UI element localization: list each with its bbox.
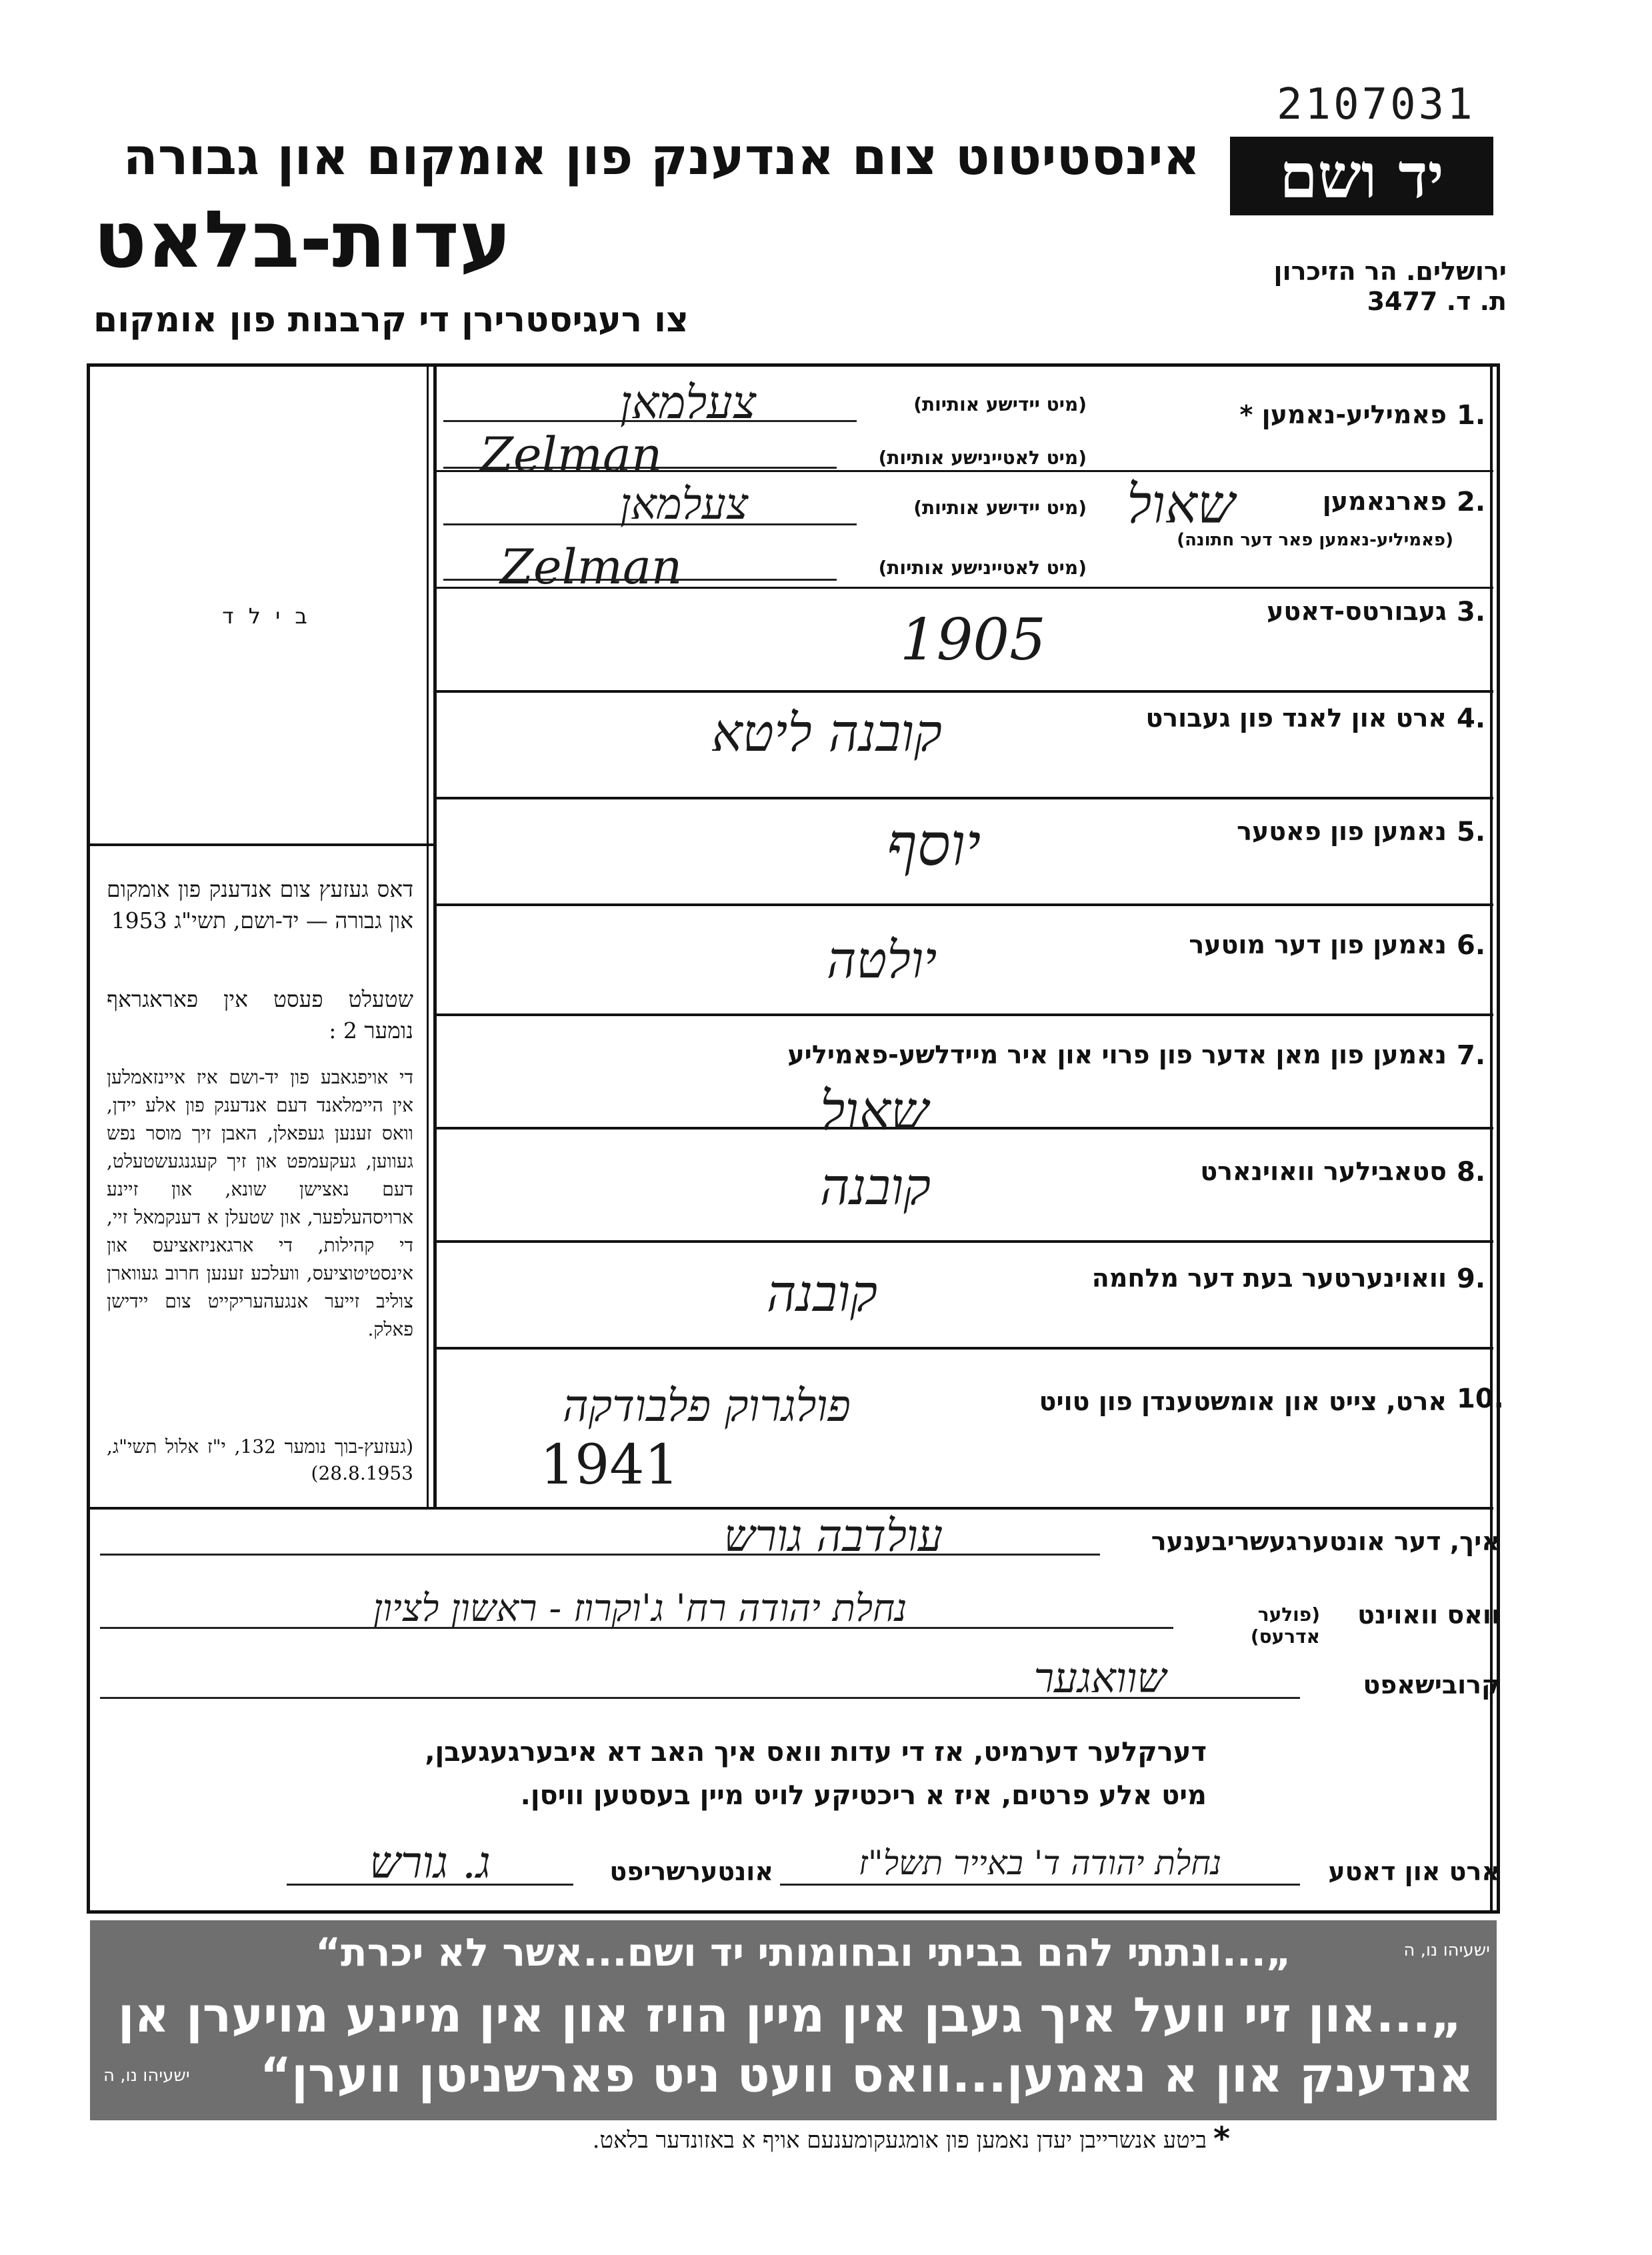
witness-address-hint: (פולער אדרעס) xyxy=(1250,1604,1320,1648)
field-10-year[interactable]: 1941 xyxy=(540,1434,679,1497)
place-date-value[interactable]: נחלת יהודה ד' באייר תשל"ז xyxy=(858,1844,1222,1882)
field-3-number: 3. xyxy=(1457,597,1486,627)
place-date-line xyxy=(780,1884,1300,1886)
field-4-value[interactable]: קובנה ליטא xyxy=(711,703,942,763)
field-2-label: פארנאמען xyxy=(1322,487,1447,516)
row-separator xyxy=(433,690,1493,693)
witness-relation-value[interactable]: שוואגער xyxy=(1033,1654,1167,1702)
quote-banner xyxy=(90,1920,1497,2120)
form-title: עדות-בלאט xyxy=(93,193,512,285)
row-separator xyxy=(87,1507,1493,1510)
row-separator xyxy=(433,1347,1493,1350)
address-line-1: ירושלים. הר הזיכרון xyxy=(1273,257,1507,286)
field-9-number: 9. xyxy=(1457,1264,1486,1294)
field-2-hint: (פאמיליע-נאמען פאר דער חתונה) xyxy=(1177,530,1453,550)
field-1-latin-hint: (מיט לאטיינישע אותיות) xyxy=(878,447,1087,469)
law-text-para-3: די אויפגאבע פון יד-ושם איז איינזאמלען אין היימלאנד דעם אנדענק פון אלע יידן, וואס זענען געפאלן, האבן זיך מוסר נפש געווען, געקעמפט און זיך קעגנגעשטעלט, דעם נאצישן שונא, און זיינע ארויסהעלפער, און שטעלן א דענקמאל זיי, די קהילות, די ארגאניזאציעס און אינסטיטוציעס, וועלכע זענען חרוב געווארן צוליב זייער אנגעהעריקייט צום יידישן פאלק. xyxy=(107,1066,413,1340)
witness-address-label: וואס וואוינט xyxy=(1357,1600,1500,1630)
field-2-yiddish-hint: (מיט יידישע אותיות) xyxy=(913,497,1087,519)
field-1-latin-value[interactable]: Zelman xyxy=(480,427,663,483)
field-4-number: 4. xyxy=(1457,703,1486,734)
column-divider xyxy=(433,363,437,1507)
footnote-text: ביטע אנשרייבן יעדן נאמען פון אומגעקומענעם אויף א באזונדער בלאט. xyxy=(592,2127,1207,2154)
photo-box-label: ב י ל ד xyxy=(222,603,311,629)
field-10-value[interactable]: פולגרוק פלבודקה xyxy=(563,1380,851,1432)
field-2-latin-value[interactable]: Zelman xyxy=(500,539,683,595)
photo-box-bottom xyxy=(87,843,433,846)
banner-line-2: „...און זיי וועל איך געבן אין מיין הויז און אין מיינע מויערן אן xyxy=(117,1987,1463,2043)
field-9-value[interactable]: קובנה xyxy=(767,1264,877,1323)
banner-line-3-ref: ישעיהו נו, ה xyxy=(103,2066,190,2086)
field-5-value[interactable]: יוסף xyxy=(887,810,981,879)
signature-label: אונטערשריפט xyxy=(609,1857,773,1886)
field-1-yiddish-hint: (מיט יידישע אותיות) xyxy=(913,393,1087,415)
banner-line-3: אנדענק און א נאמען...וואס וועט ניט פארשניטן ווערן“ xyxy=(259,2047,1474,2103)
row-separator xyxy=(433,1013,1493,1016)
banner-line-1-ref: ישעיהו נו, ה xyxy=(1403,1940,1490,1960)
field-2-yiddish-value[interactable]: צעלמאן xyxy=(620,480,749,529)
address-line-2: ת. ד. 3477 xyxy=(1367,287,1507,316)
institute-title: אינסטיטוט צום אנדענק פון אומקום און גבורה xyxy=(123,127,1200,186)
witness-name-label: איך, דער אונטערגעשריבענער xyxy=(1151,1527,1500,1556)
banner-line-1: „...ונתתי להם בביתי ובחומותי יד ושם...אשר לא יכרת“ xyxy=(315,1930,1292,1975)
row-separator xyxy=(433,903,1493,906)
field-6-number: 6. xyxy=(1457,930,1486,961)
footnote-marker: * xyxy=(1213,2120,1231,2158)
field-1-yiddish-value[interactable]: צעלמאן xyxy=(620,377,757,429)
field-2-first-value[interactable]: שאול xyxy=(1127,473,1235,535)
field-3-label: געבורטס-דאטע xyxy=(1267,597,1447,626)
law-text-para-2: שטעלט פעסט אין פאראגראף נומער 2 : xyxy=(107,986,413,1043)
field-5-number: 5. xyxy=(1457,817,1486,847)
field-7-value[interactable]: שאול xyxy=(820,1080,929,1142)
law-text-para-1: דאס געזעץ צום אנדענק פון אומקום און גבורה — יד-ושם, תשי"ג 1953 xyxy=(107,876,413,933)
column-divider-inner xyxy=(427,363,429,1507)
field-1-label: פאמיליע-נאמען * xyxy=(1239,400,1447,429)
field-10-number: 10. xyxy=(1457,1384,1504,1414)
field-9-label: וואוינערטער בעת דער מלחמה xyxy=(1091,1264,1447,1293)
field-6-label: נאמען פון דער מוטער xyxy=(1189,930,1447,959)
field-8-label: סטאבילער וואוינארט xyxy=(1200,1157,1447,1186)
field-1-number: 1. xyxy=(1457,400,1486,431)
declaration-line-1: דערקלער דערמיט, אז די עדות וואס איך האב דא איבערגעגעבן, xyxy=(425,1737,1207,1768)
field-7-label: נאמען פון מאן אדער פון פרוי און איר מיידלשע-פאמיליע xyxy=(787,1040,1447,1069)
field-7-number: 7. xyxy=(1457,1040,1486,1071)
document-number: 2107031 xyxy=(1277,80,1475,129)
row-separator xyxy=(433,1240,1493,1243)
logo-text: יד ושם xyxy=(1279,140,1444,212)
field-2-number: 2. xyxy=(1457,487,1486,517)
field-5-label: נאמען פון פאטער xyxy=(1237,817,1447,846)
place-date-label: ארט און דאטע xyxy=(1328,1857,1500,1886)
field-8-number: 8. xyxy=(1457,1157,1486,1188)
field-6-value[interactable]: יולטה xyxy=(827,930,937,989)
row-separator xyxy=(433,1127,1493,1130)
field-2-latin-hint: (מיט לאטיינישע אותיות) xyxy=(878,557,1087,579)
field-3-value[interactable]: 1905 xyxy=(900,607,1046,673)
field-8-value[interactable]: קובנה xyxy=(820,1157,931,1216)
declaration-line-2: מיט אלע פרטים, איז א ריכטיקע לויט מיין בעסטען וויסן. xyxy=(520,1780,1207,1811)
witness-relation-label: קרובישאפט xyxy=(1363,1670,1500,1700)
field-4-label: ארט און לאנד פון געבורט xyxy=(1145,703,1447,733)
form-subtitle: צו רעגיסטרירן די קרבנות פון אומקום xyxy=(93,300,689,340)
yad-vashem-logo xyxy=(1230,137,1493,215)
witness-address-value[interactable]: נחלת יהודה רח' ג'וקרוז - ראשון לציון xyxy=(373,1587,907,1630)
signature-value[interactable]: ג. גורש xyxy=(369,1837,491,1888)
law-text-para-4: (געזעץ-בוך נומער 132, י"ז אלול תשי"ג, 28.8.1953) xyxy=(107,1436,413,1484)
witness-name-value[interactable]: עולדבה גורש xyxy=(723,1510,943,1562)
row-separator xyxy=(433,797,1493,799)
field-10-label: ארט, צייט און אומשטענדן פון טויט xyxy=(1039,1387,1447,1416)
